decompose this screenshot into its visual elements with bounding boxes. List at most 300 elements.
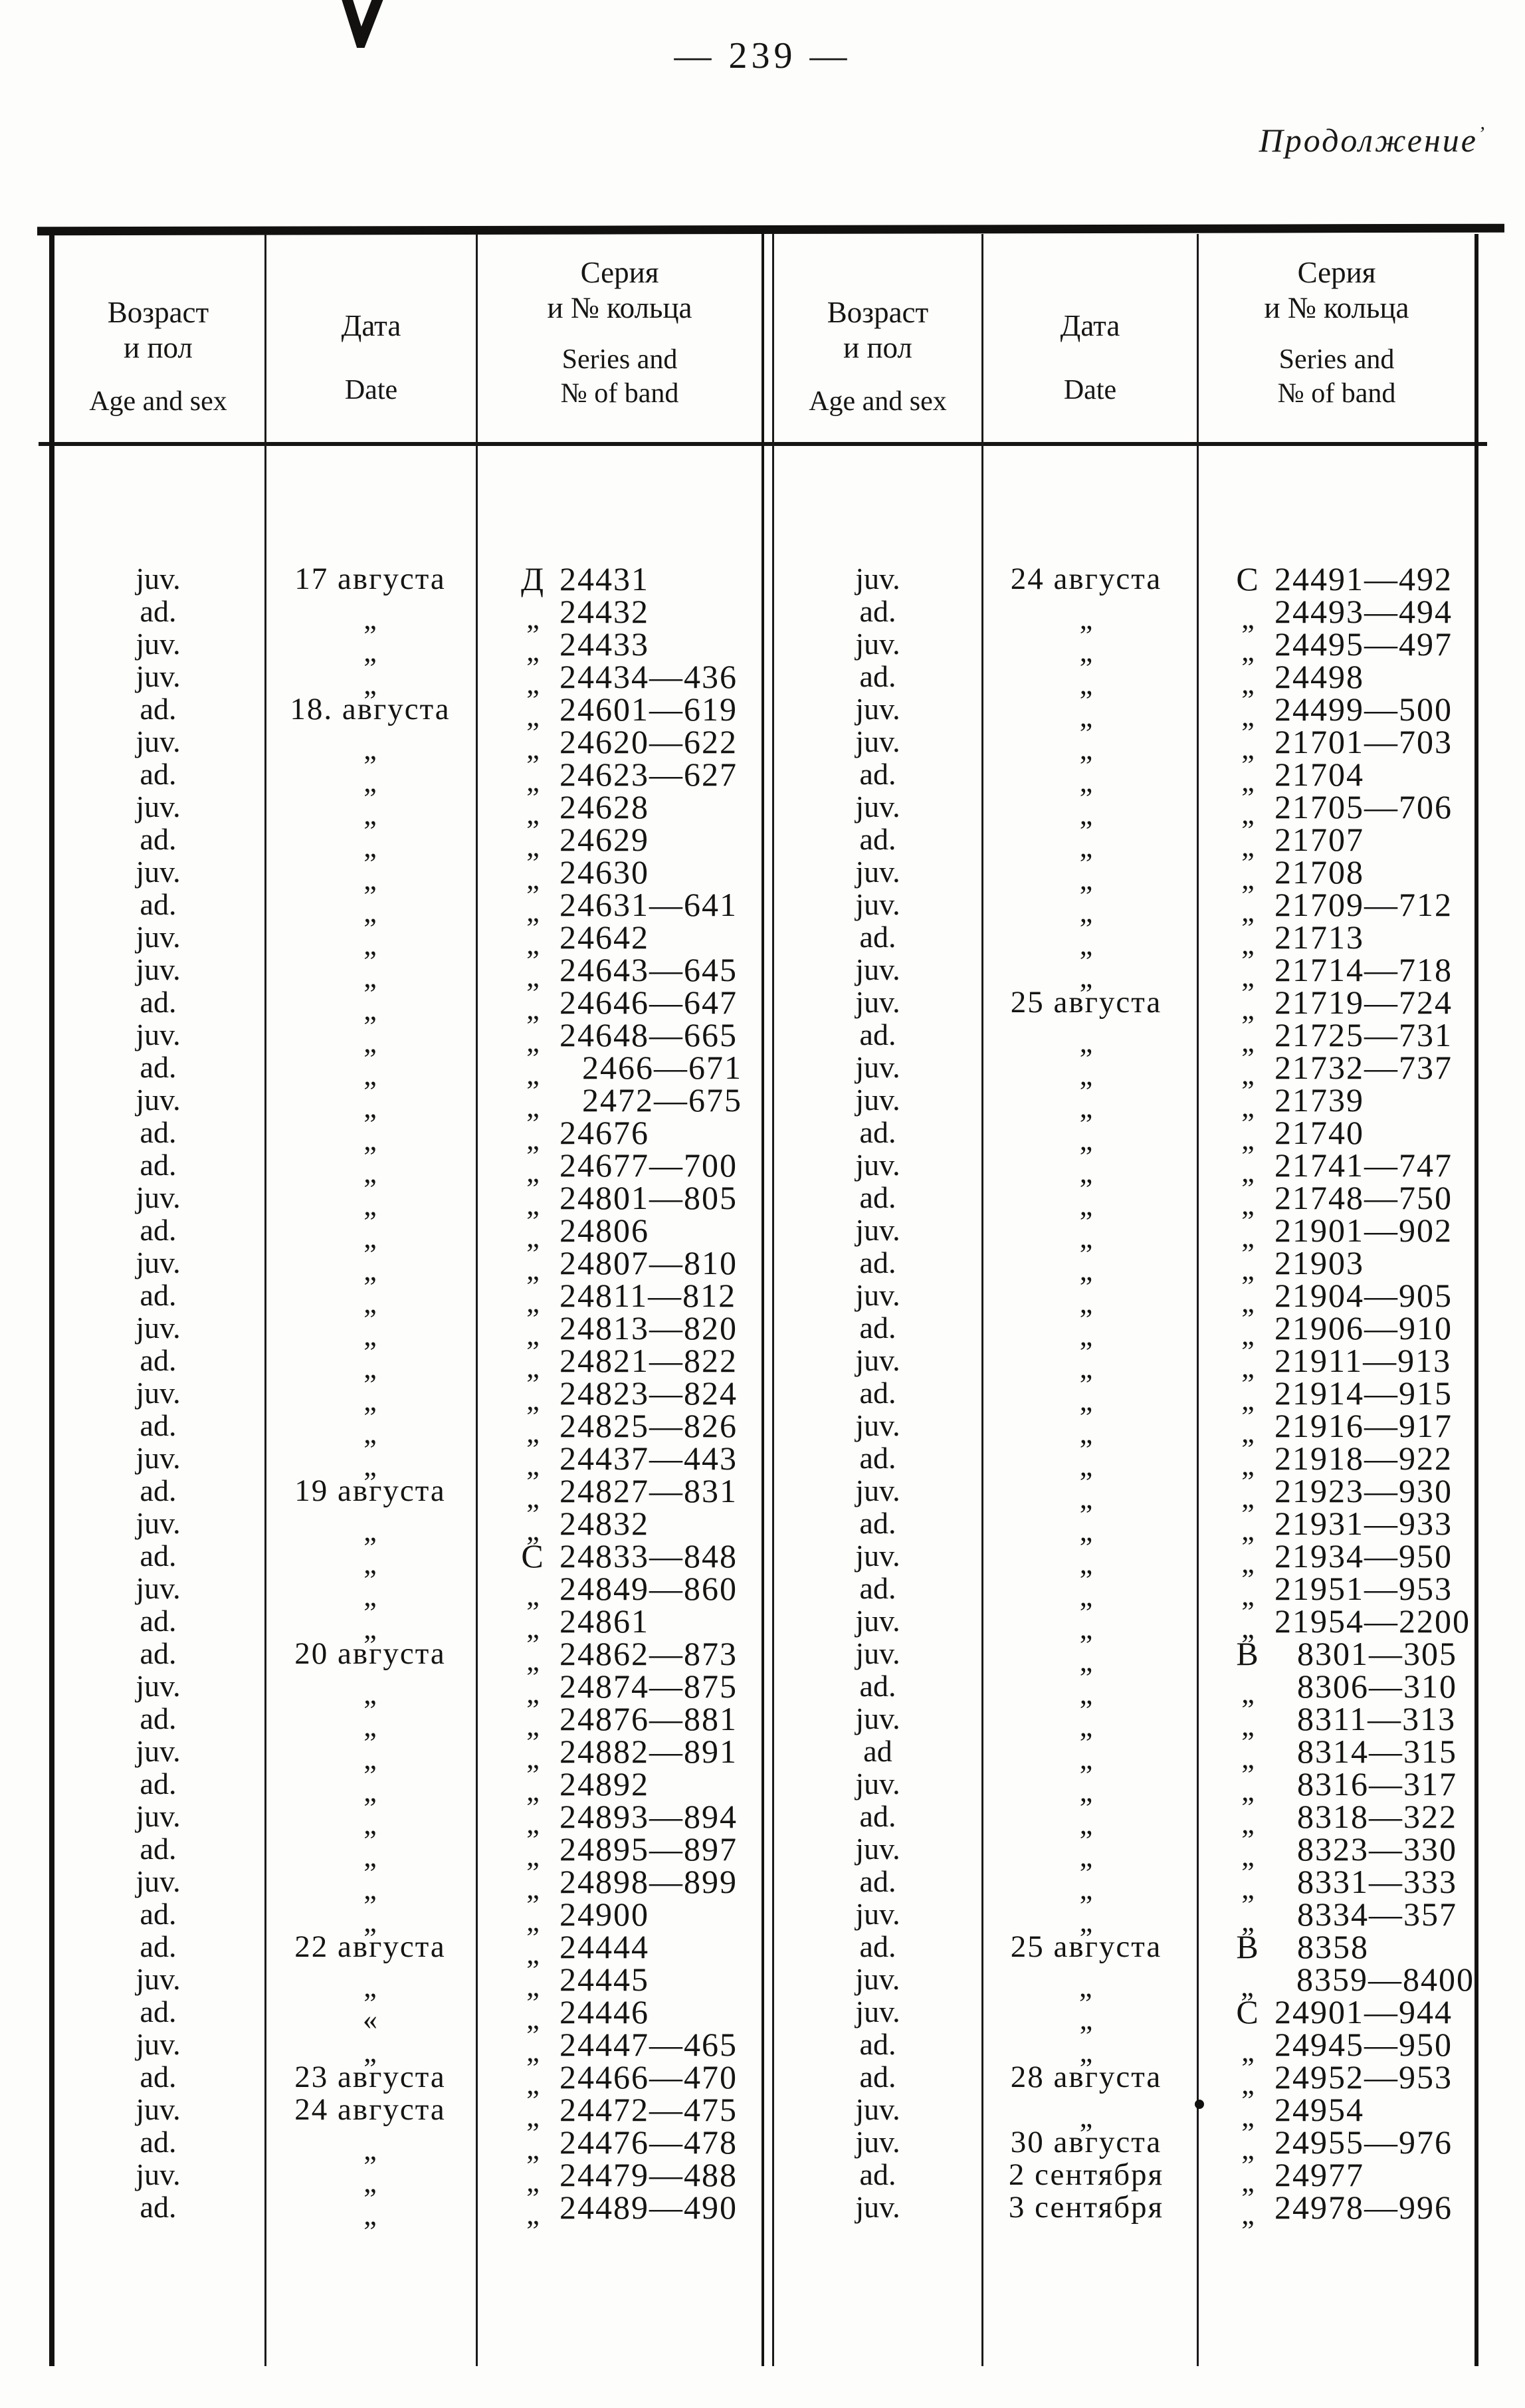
date-value	[264, 1505, 476, 1547]
table-row	[774, 1374, 1474, 1417]
ditto-mark: „	[363, 602, 377, 635]
age-sex-value: juv.	[136, 562, 181, 596]
age-sex-value: ad.	[859, 1799, 896, 1833]
ditto-mark: „	[363, 830, 377, 863]
ditto-mark: „	[526, 602, 540, 635]
age-sex-value: juv.	[136, 1083, 181, 1117]
table-row	[774, 2188, 1474, 2231]
table-row	[774, 1113, 1474, 1156]
age-sex-value: juv.	[855, 1408, 900, 1442]
ditto-mark: „	[1079, 765, 1093, 798]
ditto-mark: „	[1079, 1514, 1093, 1547]
table-row	[774, 1667, 1474, 1710]
date-value: 25 августа	[1010, 1929, 1162, 1964]
band-number: 24646—647	[559, 983, 738, 1021]
band-number: 21709—712	[1274, 885, 1453, 923]
table-row	[774, 2090, 1474, 2134]
ditto-mark: „	[1079, 1644, 1093, 1678]
band-number: 24832	[559, 1504, 649, 1542]
ditto-mark: „	[363, 1221, 377, 1254]
table-row	[774, 983, 1474, 1026]
ditto-mark: „	[526, 928, 540, 960]
band-number: 24874—875	[559, 1667, 738, 1705]
table-row	[52, 1732, 762, 1775]
ditto-mark: „	[363, 1547, 377, 1580]
band-number: 24952—953	[1274, 2058, 1453, 2096]
table-row	[774, 1895, 1474, 1938]
ditto-mark: „	[363, 1254, 377, 1287]
band-number: 24432	[559, 592, 649, 630]
band-number: 24882—891	[559, 1732, 738, 1770]
header-series-left: Серия и № кольца Series and № of band	[547, 256, 692, 409]
ditto-mark: „	[526, 1351, 540, 1384]
ditto-mark: „	[526, 2035, 540, 2068]
table-row	[52, 560, 762, 598]
table-row	[774, 1472, 1474, 1515]
band-number: 24601—619	[559, 690, 738, 728]
table-row	[52, 983, 762, 1026]
table-row	[774, 2123, 1474, 2165]
table-row	[774, 1016, 1474, 1059]
series-band-cell	[1191, 2188, 1474, 2231]
ditto-mark: „	[363, 1579, 377, 1612]
ditto-mark: „	[1079, 1254, 1093, 1287]
age-sex-value: ad.	[140, 757, 177, 791]
table-row	[774, 788, 1474, 831]
table-row	[774, 722, 1474, 766]
table-row	[52, 950, 762, 994]
date-value: 25 августа	[1010, 984, 1162, 1020]
band-number: 21916—917	[1274, 1406, 1453, 1444]
age-sex-value: juv.	[855, 562, 900, 596]
ditto-mark: „	[1241, 732, 1255, 765]
age-sex-value: juv.	[855, 1213, 900, 1247]
ditto-mark: „	[363, 1840, 377, 1873]
ditto-mark: „	[1241, 1026, 1255, 1058]
age-sex-value: ad.	[140, 2190, 177, 2224]
table-row	[52, 1830, 762, 1873]
table-row	[774, 1927, 1474, 1965]
table-row	[774, 1048, 1474, 1091]
ditto-mark: „	[1079, 895, 1093, 929]
band-number: 24861	[559, 1602, 649, 1640]
date-value: 3 сентября	[1008, 2189, 1164, 2225]
ditto-mark: „	[1079, 1807, 1093, 1840]
age-sex-value: ad.	[140, 1832, 177, 1866]
table-row	[52, 1667, 762, 1710]
table-row	[774, 1211, 1474, 1254]
ditto-mark: „	[1079, 1449, 1093, 1482]
table-row	[774, 1276, 1474, 1319]
band-number: 24499—500	[1274, 690, 1453, 728]
ditto-mark: „	[526, 1514, 540, 1547]
ditto-mark: „	[1241, 928, 1255, 960]
ditto-mark: „	[363, 1742, 377, 1775]
band-number: 21708	[1274, 853, 1364, 891]
age-sex-value: ad.	[140, 1050, 177, 1084]
band-number: 8323—330	[1297, 1830, 1457, 1868]
header-age-en: Age and sex	[89, 386, 227, 417]
band-number: 21725—731	[1274, 1016, 1453, 1053]
table-row	[52, 1960, 762, 2003]
band-number: 24643—645	[559, 950, 738, 988]
table-row	[774, 1699, 1474, 1743]
table-row	[52, 1276, 762, 1319]
ditto-mark: „	[526, 2100, 540, 2133]
band-number: 24434—436	[559, 657, 738, 695]
band-number: 8331—333	[1297, 1862, 1457, 1900]
age-sex-value: ad.	[140, 1929, 177, 1963]
ditto-mark: „	[526, 2165, 540, 2198]
ditto-mark: „	[363, 2198, 377, 2231]
ditto-mark: „	[363, 1351, 377, 1384]
age-sex-value: ad.	[859, 594, 896, 628]
table-row	[774, 950, 1474, 994]
band-number: 24900	[559, 1895, 649, 1933]
ditto-mark: „	[1079, 1351, 1093, 1384]
band-number: 21901—902	[1274, 1211, 1453, 1249]
ditto-mark: „	[1241, 1221, 1255, 1254]
date-value: 17 августа	[294, 561, 446, 596]
table-row	[52, 1081, 762, 1124]
header-age-sex-right: Возраст и пол Age and sex	[809, 296, 947, 417]
band-number: 21954—2200	[1274, 1602, 1471, 1640]
age-sex-value: juv.	[136, 1864, 181, 1898]
ditto-mark: „	[363, 863, 377, 896]
table-row	[52, 1374, 762, 1417]
band-number: 8358	[1297, 1927, 1369, 1965]
age-sex-value: juv.	[136, 1180, 181, 1214]
age-sex-value: ad.	[859, 1246, 896, 1279]
ditto-mark: „	[526, 1254, 540, 1286]
header-series-ru: Серия	[580, 256, 659, 289]
ditto-mark: „	[1241, 1481, 1255, 1514]
header-date-right: Дата Date	[1060, 309, 1120, 406]
age-sex-value: ad.	[140, 1701, 177, 1735]
age-sex-value: juv.	[136, 1669, 181, 1703]
table-row	[52, 1537, 762, 1580]
table-row	[52, 625, 762, 668]
band-number: 24893—894	[559, 1797, 738, 1835]
ditto-mark: „	[1241, 2100, 1255, 2133]
ditto-mark: „	[1079, 2003, 1093, 2036]
age-sex-value: juv.	[855, 1767, 900, 1801]
ditto-mark: „	[1079, 1709, 1093, 1743]
ditto-mark: „	[526, 765, 540, 798]
band-number: 24876—881	[559, 1699, 738, 1737]
band-number: 24823—824	[559, 1374, 738, 1412]
band-number: 24642	[559, 918, 649, 956]
ditto-mark: „	[1079, 1612, 1093, 1645]
age-sex-value: ad.	[140, 1897, 177, 1931]
ditto-mark: „	[363, 1058, 377, 1091]
table-row	[774, 1081, 1474, 1124]
ditto-mark: „	[526, 1481, 540, 1514]
age-sex-value: ad.	[859, 659, 896, 693]
table-row	[774, 1797, 1474, 1840]
band-number: 24446	[559, 1993, 649, 2030]
ditto-mark: „	[1241, 2198, 1255, 2231]
age-sex-value: juv.	[136, 952, 181, 986]
band-number: 24431	[559, 560, 649, 598]
band-number: 24898—899	[559, 1862, 738, 1900]
age-sex-value: juv.	[855, 1995, 900, 2028]
table-row	[774, 1439, 1474, 1482]
header-age-ru: Возраст	[107, 296, 209, 329]
ditto-mark: „	[1079, 1579, 1093, 1612]
ditto-mark: „	[1079, 1905, 1093, 1938]
band-number: 21713	[1274, 918, 1364, 956]
age-sex-value: ad.	[859, 2060, 896, 2094]
age-sex-value: juv.	[855, 1278, 900, 1312]
ditto-mark: „	[526, 960, 540, 993]
band-number: 24479—488	[559, 2155, 738, 2193]
ditto-mark: „	[1079, 1319, 1093, 1352]
ditto-mark: „	[1079, 863, 1093, 896]
age-sex-value: ad.	[140, 1604, 177, 1638]
series-letter: С	[1236, 560, 1260, 598]
ditto-mark: „	[1241, 863, 1255, 895]
table-row	[52, 1862, 762, 1906]
ditto-mark: „	[526, 2133, 540, 2165]
age-sex-value: ad.	[859, 1864, 896, 1898]
band-number: 21748—750	[1274, 1178, 1453, 1216]
table-row	[52, 1406, 762, 1450]
age-sex-value: juv.	[136, 1376, 181, 1410]
ditto-mark: „	[1241, 1416, 1255, 1449]
ditto-mark: „	[363, 798, 377, 831]
age-sex-value: juv.	[136, 1571, 181, 1605]
ditto-mark: „	[526, 1286, 540, 1319]
table-row	[52, 1634, 762, 1677]
band-number: 8314—315	[1297, 1732, 1457, 1770]
age-sex-value: ad.	[140, 1995, 177, 2028]
age-sex-value: juv.	[136, 2157, 181, 2191]
age-sex-value: ad.	[859, 757, 896, 791]
ditto-mark: „	[1079, 1156, 1093, 1189]
age-sex-value: ad.	[140, 822, 177, 856]
band-number: 24813—820	[559, 1309, 738, 1347]
ditto-mark: „	[1079, 700, 1093, 733]
band-number: 24476—478	[559, 2123, 738, 2161]
band-number: 8311—313	[1297, 1699, 1457, 1737]
ditto-mark: „	[1079, 2100, 1093, 2134]
table-row	[52, 1895, 762, 1938]
age-sex-value: juv.	[855, 1962, 900, 1996]
band-number: 24895—897	[559, 1830, 738, 1868]
ditto-mark: „	[1079, 1026, 1093, 1059]
ditto-mark: „	[526, 830, 540, 863]
table-row	[774, 820, 1474, 863]
ditto-mark: „	[363, 1384, 377, 1417]
band-number: 24827—831	[559, 1472, 738, 1509]
table-row	[52, 1927, 762, 1970]
ditto-mark: „	[363, 2165, 377, 2199]
band-number: 24801—805	[559, 1178, 738, 1216]
ditto-mark: „	[1079, 1775, 1093, 1808]
ditto-mark: «	[363, 2003, 377, 2036]
ditto-mark: „	[1079, 1221, 1093, 1254]
ditto-mark: „	[526, 798, 540, 830]
ditto-mark: „	[1241, 635, 1255, 667]
table-body-right	[774, 560, 1474, 2231]
date-value	[981, 1017, 1191, 1059]
ditto-mark: „	[363, 1514, 377, 1547]
date-value: 23 августа	[294, 2059, 446, 2094]
band-number: 24495—497	[1274, 625, 1453, 663]
table-row	[774, 1569, 1474, 1612]
age-sex-value: ad.	[140, 985, 177, 1019]
table-row	[52, 755, 762, 798]
ditto-mark: „	[526, 895, 540, 928]
ditto-mark: „	[1241, 1286, 1255, 1319]
ditto-mark: „	[526, 1872, 540, 1905]
table-row	[774, 1341, 1474, 1384]
table-row	[52, 2058, 762, 2100]
series-band-cell	[476, 2188, 762, 2231]
age-sex-value: juv.	[136, 790, 181, 823]
ditto-mark: „	[1079, 1416, 1093, 1450]
age-sex-value: juv.	[136, 2092, 181, 2126]
ditto-mark: „	[363, 1319, 377, 1352]
table-row	[52, 1993, 762, 2036]
ditto-mark: „	[526, 1221, 540, 1254]
ditto-mark: „	[1241, 1905, 1255, 1937]
ditto-mark: „	[526, 1384, 540, 1416]
band-number: 24901—944	[1274, 1993, 1453, 2030]
age-sex-value: ad.	[140, 1115, 177, 1149]
ditto-mark: „	[1079, 1547, 1093, 1580]
band-number: 24945—950	[1274, 2025, 1453, 2063]
age-sex-value: ad	[863, 1734, 892, 1768]
table-row	[774, 1602, 1474, 1645]
band-number: 2472—675	[582, 1081, 742, 1119]
ditto-mark: „	[1241, 1872, 1255, 1905]
ditto-mark: „	[526, 732, 540, 765]
age-sex-value: ad.	[859, 1115, 896, 1149]
ditto-mark: „	[363, 1612, 377, 1645]
table-row	[52, 2090, 762, 2133]
date-value: 19 августа	[294, 1473, 446, 1508]
ditto-mark: „	[1079, 1840, 1093, 1873]
band-number: 24806	[559, 1211, 649, 1249]
ditto-mark: „	[1241, 765, 1255, 798]
ditto-mark: „	[1079, 1058, 1093, 1091]
header-date-en: Date	[344, 375, 398, 406]
table-row	[52, 1146, 762, 1189]
ditto-mark: „	[1241, 1514, 1255, 1547]
header-age-sex-left: Возраст и пол Age and sex	[52, 234, 264, 443]
band-number: 21740	[1274, 1113, 1364, 1151]
table-row	[774, 853, 1474, 896]
age-sex-value: juv.	[855, 985, 900, 1019]
ditto-mark: „	[363, 1709, 377, 1743]
ditto-mark: „	[1241, 602, 1255, 635]
table-row	[52, 722, 762, 766]
band-number: 21704	[1274, 755, 1364, 793]
ditto-mark: „	[1241, 1156, 1255, 1188]
age-sex-value: juv.	[855, 1343, 900, 1377]
header-date-ru: Дата	[341, 309, 401, 342]
age-sex-value: ad.	[859, 1441, 896, 1475]
ditto-mark: „	[526, 1416, 540, 1449]
age-sex-value: ad.	[140, 1636, 177, 1670]
table-row	[774, 1146, 1474, 1189]
band-number: 24677—700	[559, 1146, 738, 1184]
ditto-mark: „	[526, 1644, 540, 1677]
table-row	[774, 885, 1474, 929]
age-sex-value: ad.	[859, 1571, 896, 1605]
age-sex-value: juv.	[136, 1962, 181, 1996]
age-sex-value: ad.	[140, 1213, 177, 1247]
table-row	[774, 1244, 1474, 1287]
ditto-mark: „	[1079, 667, 1093, 701]
ditto-mark: „	[1078, 1970, 1092, 2003]
age-sex-value: juv.	[136, 920, 181, 954]
ditto-mark: „	[1241, 830, 1255, 863]
table-row	[774, 657, 1474, 701]
age-sex-value: ad.	[140, 887, 177, 921]
ditto-mark: „	[526, 1905, 540, 1937]
band-number: 21923—930	[1274, 1472, 1453, 1509]
table-row	[774, 1993, 1474, 2036]
ditto-mark: „	[1079, 830, 1093, 863]
band-number: 21707	[1274, 820, 1364, 858]
ditto-mark: „	[1079, 635, 1093, 668]
ditto-mark: „	[1241, 1547, 1255, 1579]
ditto-mark: „	[1241, 1384, 1255, 1416]
table-row	[52, 1765, 762, 1808]
ditto-mark: „	[1241, 700, 1255, 732]
ditto-mark: „	[1079, 1677, 1093, 1710]
band-number: 24821—822	[559, 1341, 738, 1379]
ditto-mark: „	[363, 1970, 377, 2003]
ditto-mark: „	[526, 667, 540, 700]
ditto-mark: „	[526, 863, 540, 895]
ditto-mark: „	[1241, 1970, 1254, 2003]
band-number: 21904—905	[1274, 1276, 1453, 1314]
ditto-mark: „	[1241, 1742, 1255, 1775]
ink-speck	[1195, 2100, 1204, 2109]
series-letter: В	[1236, 1927, 1260, 1965]
ditto-mark: „	[526, 2068, 540, 2100]
age-sex-value: ad.	[859, 1376, 896, 1410]
age-sex-value: ad.	[859, 2027, 896, 2061]
age-sex-value: juv.	[855, 692, 900, 726]
band-number: 21914—915	[1274, 1374, 1453, 1412]
band-number: 21701—703	[1274, 722, 1453, 760]
table-row	[774, 690, 1474, 733]
ditto-mark: „	[1241, 667, 1255, 700]
ditto-mark: „	[526, 1449, 540, 1481]
age-sex-value: ad.	[140, 1343, 177, 1377]
band-number: 24433	[559, 625, 649, 663]
ditto-mark: „	[1241, 2035, 1255, 2068]
band-number: 24954	[1274, 2090, 1364, 2128]
table-row	[774, 1862, 1474, 1906]
series-letter: С	[1236, 1993, 1260, 2030]
age-sex-value: juv.	[855, 2092, 900, 2126]
table-row	[52, 1797, 762, 1840]
ditto-mark: „	[1079, 1742, 1093, 1775]
ditto-mark: „	[363, 1807, 377, 1840]
band-number: 21911—913	[1274, 1341, 1452, 1379]
table-row	[774, 918, 1474, 961]
band-number: 24833—848	[559, 1537, 738, 1575]
date-value: 18. августа	[290, 691, 451, 726]
age-sex-value: ad.	[140, 2125, 177, 2159]
band-number: 24447—465	[559, 2025, 738, 2063]
